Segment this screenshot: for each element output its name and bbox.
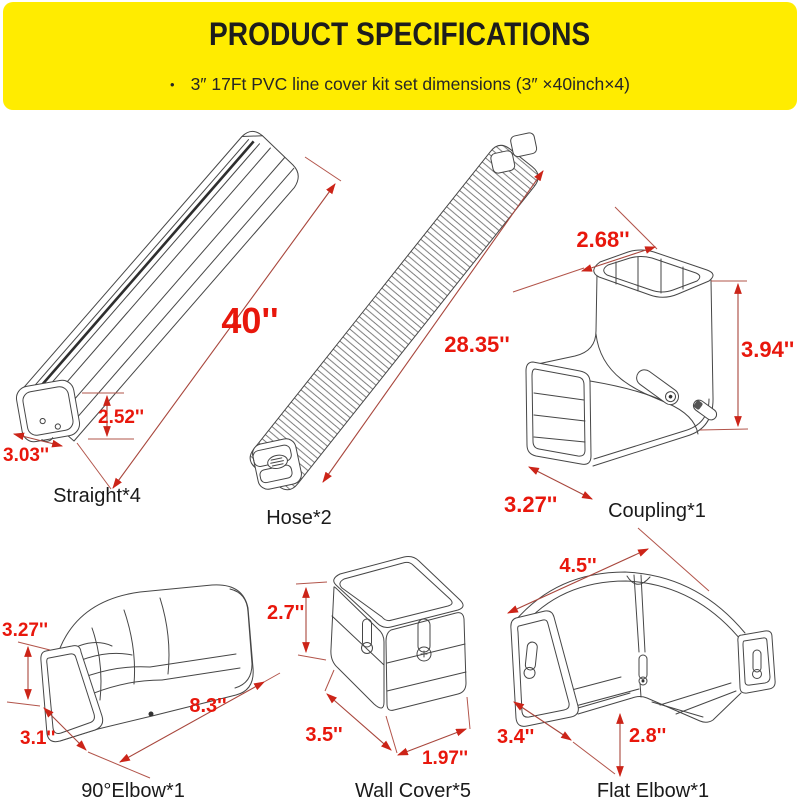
- dim-straight-height: 2.52'': [98, 407, 145, 428]
- elbow90-drawing: [41, 585, 253, 742]
- dim-elbow90-length: 8.3'': [189, 695, 227, 717]
- dim-coupling-top-width: 2.68'': [576, 227, 630, 252]
- dim-wall-cover-height: 2.7'': [267, 602, 305, 624]
- label-straight: Straight*4: [53, 485, 141, 507]
- dim-coupling-height: 3.94'': [741, 337, 795, 362]
- dim-wall-cover-width: 3.5'': [305, 724, 343, 746]
- wall-cover-drawing: [331, 557, 466, 711]
- page-title-text: PRODUCT SPECIFICATIONS: [209, 16, 591, 52]
- dim-elbow90-height: 3.27'': [2, 620, 49, 641]
- spec-bullet-text: 3″ 17Ft PVC line cover kit set dimensions (3″ ×40inch×4): [190, 74, 630, 94]
- label-coupling: Coupling*1: [608, 500, 706, 522]
- bullet-icon: •: [170, 77, 175, 92]
- dim-flat-elbow-width: 3.4'': [497, 726, 535, 748]
- dim-flat-elbow-length: 4.5'': [559, 555, 597, 577]
- label-hose: Hose*2: [266, 507, 332, 529]
- straight-duct-drawing: [15, 126, 307, 445]
- label-elbow90: 90°Elbow*1: [81, 780, 185, 800]
- dim-flat-elbow-height: 2.8'': [629, 725, 667, 747]
- dim-straight-width: 3.03'': [3, 445, 50, 466]
- dim-coupling-bottom-width: 3.27'': [504, 492, 558, 517]
- dim-wall-cover-depth: 1.97'': [421, 748, 469, 769]
- dim-hose-length: 28.35'': [444, 332, 510, 357]
- coupling-drawing: [526, 250, 719, 466]
- label-flat-elbow: Flat Elbow*1: [596, 780, 710, 800]
- dim-elbow90-width: 3.1'': [20, 728, 56, 749]
- label-wall-cover: Wall Cover*5: [355, 780, 471, 800]
- dim-straight-length: 40'': [221, 300, 279, 341]
